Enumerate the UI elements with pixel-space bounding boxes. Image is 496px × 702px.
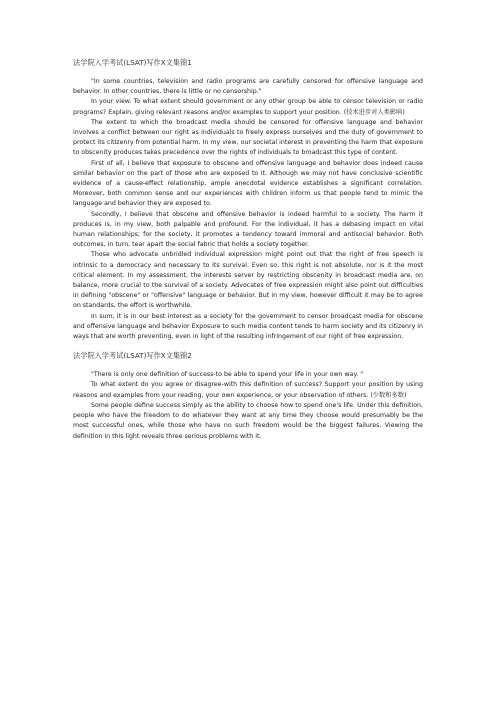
essay-paragraph: Those who advocate unbridled individual expression might point out that the right of free speech is intrinsic to a democracy and necessary to its survival. Even so, this right is not absolute, nor is it the most critical element. In my assessment, the interests server by restricting obscenity in broadcast media are, on balance, more crucial to the survival of a society. Advocates of free expression might also point out difficulties in defining "obscene" or "offensive" language or behavior. But in my view, however difficult it may be to agree on standards, the effort is worthwhile.	[73, 251, 423, 310]
essay-paragraph: Secondly, I believe that obscene and offensive behavior is indeed harmful to a society. The harm it produces is, in my view, both palpable and profound. For the individual, it has a debasing impact on vital human relationships; for the society, it promotes a tendency toward immoral and antisocial behavior. Both outcomes, in turn, tear apart the social fabric that holds a society together.	[73, 210, 423, 249]
section-heading: 法学院入学考试(LSAT)写作Ⅹ文集锦1	[73, 58, 192, 67]
essay-prompt-quote: "In some countries, television and radio programs are carefully censored for offensive language and behavior. In other countries, there is little or no censorship."	[73, 78, 423, 96]
essay-section-1	[73, 58, 423, 342]
essay-paragraph: The extent to which the broadcast media should be censored for offensive language and behavior involves a conflict between our right as individuals to freely express ourselves and the duty of government to protect its citizenry from potential harm. In my view, our societal interest in preventing the harm that exposure to obscenity produces takes precedence over the rights of individuals to broadcast this type of content.	[73, 118, 423, 157]
essay-prompt-question: To what extent do you agree or disagree-with this definition of success? Support your position by using reasons and examples from your reading, your own experience, or your observation of others. (少数和多数)	[73, 381, 423, 399]
section-heading: 法学院入学考试(LSAT)写作Ⅹ文集锦2	[73, 351, 192, 361]
essay-section-2	[73, 351, 423, 441]
essay-paragraph: First of all, I believe that exposure to obscene and offensive language and behavior does indeed cause similar behavior on the part of those who are exposed to it. Although we may not have conclusive scientific evidence of a cause-effect relationship, ample anecdotal evidence establishes a significant correlation. Moreover, both common sense and our experiences with children inform us that people tend to mimic the language and behavior they are exposed to.	[73, 159, 423, 208]
section-spacer	[73, 342, 423, 351]
essay-prompt-quote: "There is only one definition of success-to be able to spend your life in your own way. "	[91, 371, 364, 379]
essay-paragraph: In sum, it is in our best interest as a society for the government to censor broadcast media for obscene and offensive language and behavior Exposure to such media content tends to harm society and its citizenry in ways that are worth preventing, even in light of the resulting infringement of our right of free expression.	[73, 312, 423, 341]
essay-paragraph: Some people define success simply as the ability to choose how to spend one's life. Under this definition, people who have the freedom to do whatever they want at any time they choose would presumably be the most successful ones, while those who have no such freedom would be the biggest failures. Viewing the definition in this light reveals three serious problems with it.	[73, 401, 423, 440]
essay-prompt-question: In your view. To what extent should government or any other group be able to censor television or radio programs? Explain, giving relevant reasons and/or examples to support your position. (技术进步对人类影响)	[73, 98, 423, 116]
